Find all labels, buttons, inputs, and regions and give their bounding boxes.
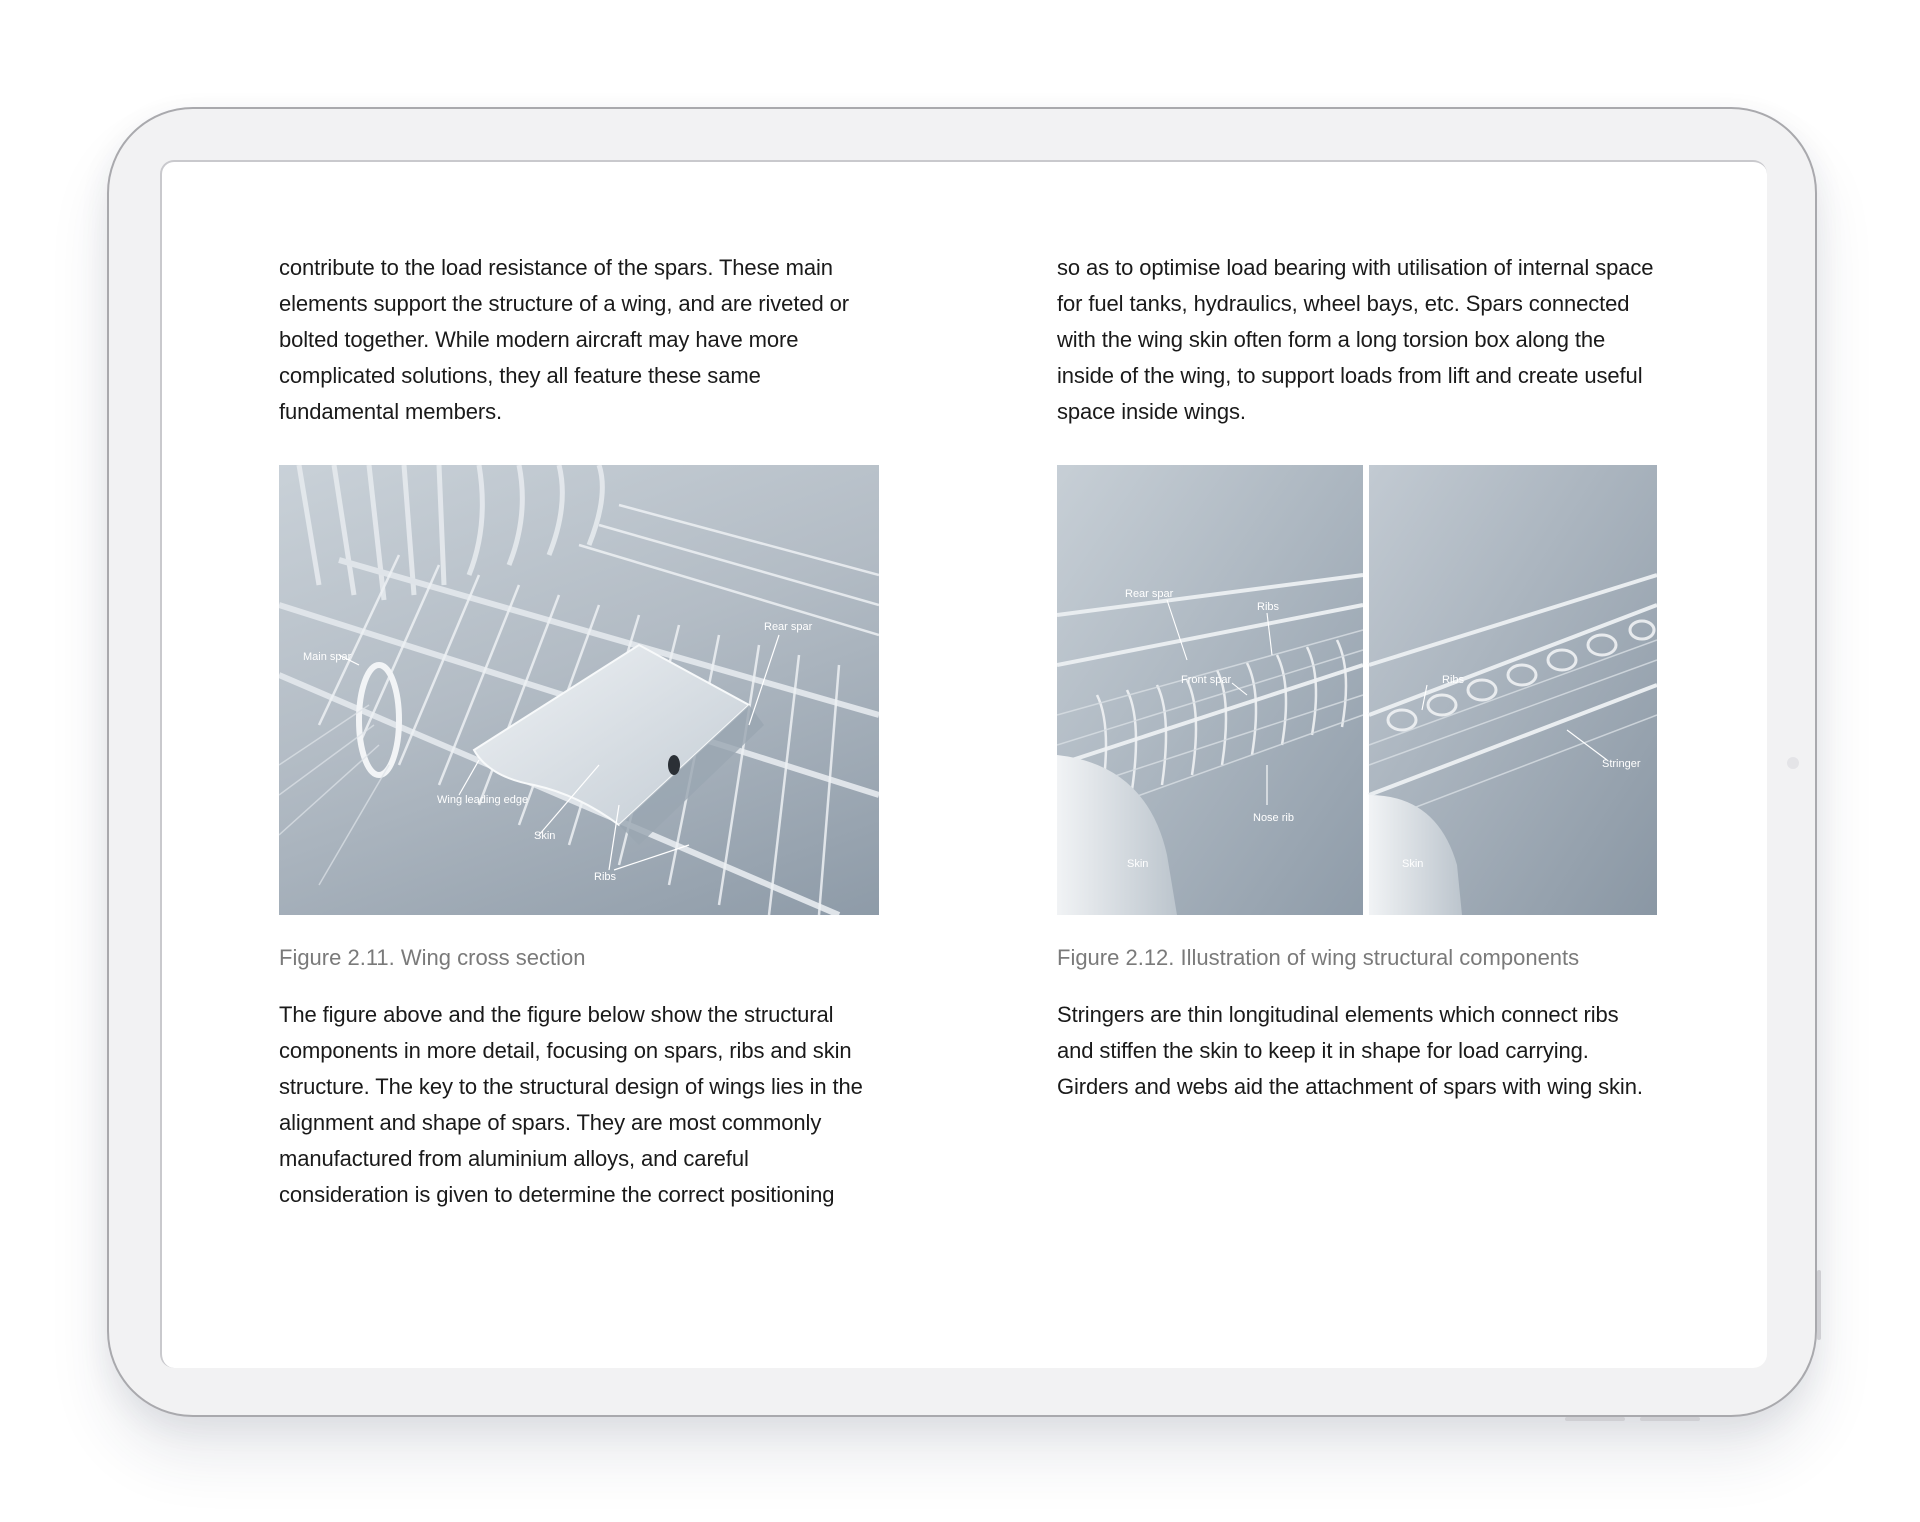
left-figure-caption: Figure 2.11. Wing cross section [279, 945, 586, 970]
label-rear-spar: Rear spar [764, 621, 813, 633]
right-top-paragraph: so as to optimise load bearing with utilisation of internal space for fuel tanks, hydraulics, wheel bays, etc. Spars connected with the wing skin often form a long torsion box along the inside of the wing, to support loads from lift and create useful space inside wings. [1057, 255, 1654, 424]
label-ribs-right: Ribs [1442, 674, 1465, 686]
left-bottom-paragraph: The figure above and the figure below show the structural components in more detail, focusing on spars, ribs and skin structure. The key to the structural design of wings lies in the alignment and shape of spars. They are most commonly manufactured from aluminium alloys, and careful consideration is given to determine the correct positioning [279, 1002, 863, 1207]
volume-button [1817, 1270, 1821, 1340]
wing-cross-section-illustration [279, 465, 879, 915]
label-rear-spar-right: Rear spar [1125, 588, 1174, 600]
reader-screen[interactable] [160, 160, 1767, 1368]
label-skin-left: Skin [1127, 858, 1149, 870]
right-column [1057, 250, 1657, 1105]
top-button-1 [1565, 1417, 1625, 1421]
label-ribs: Ribs [594, 871, 617, 883]
right-bottom-paragraph: Stringers are thin longitudinal elements which connect ribs and stiffen the skin to keep it in shape for load carrying. Girders and webs aid the attachment of spars with wing skin. [1057, 1002, 1643, 1099]
camera-dot [1787, 757, 1799, 769]
label-nose-rib: Nose rib [1253, 812, 1294, 824]
label-skin-right: Skin [1402, 858, 1424, 870]
figure-wing-structural-components [1057, 465, 1657, 915]
left-top-paragraph: contribute to the load resistance of the spars. These main elements support the structure of a wing, and are riveted or bolted together. While modern aircraft may have more complicated solutions, they all feature these same fundamental members. [279, 255, 849, 424]
wing-structural-components-illustration [1057, 465, 1657, 915]
label-front-spar: Front spar [1181, 674, 1232, 686]
label-main-spar: Main spar [303, 651, 352, 663]
right-figure-caption: Figure 2.12. Illustration of wing structural components [1057, 945, 1580, 970]
label-ribs-left: Ribs [1257, 601, 1280, 613]
label-skin: Skin [534, 830, 556, 842]
left-column [279, 250, 879, 1213]
figure-wing-cross-section [279, 465, 879, 915]
label-stringer: Stringer [1602, 758, 1641, 770]
label-wing-leading-edge: Wing leading edge [437, 794, 529, 806]
top-button-2 [1640, 1417, 1700, 1421]
